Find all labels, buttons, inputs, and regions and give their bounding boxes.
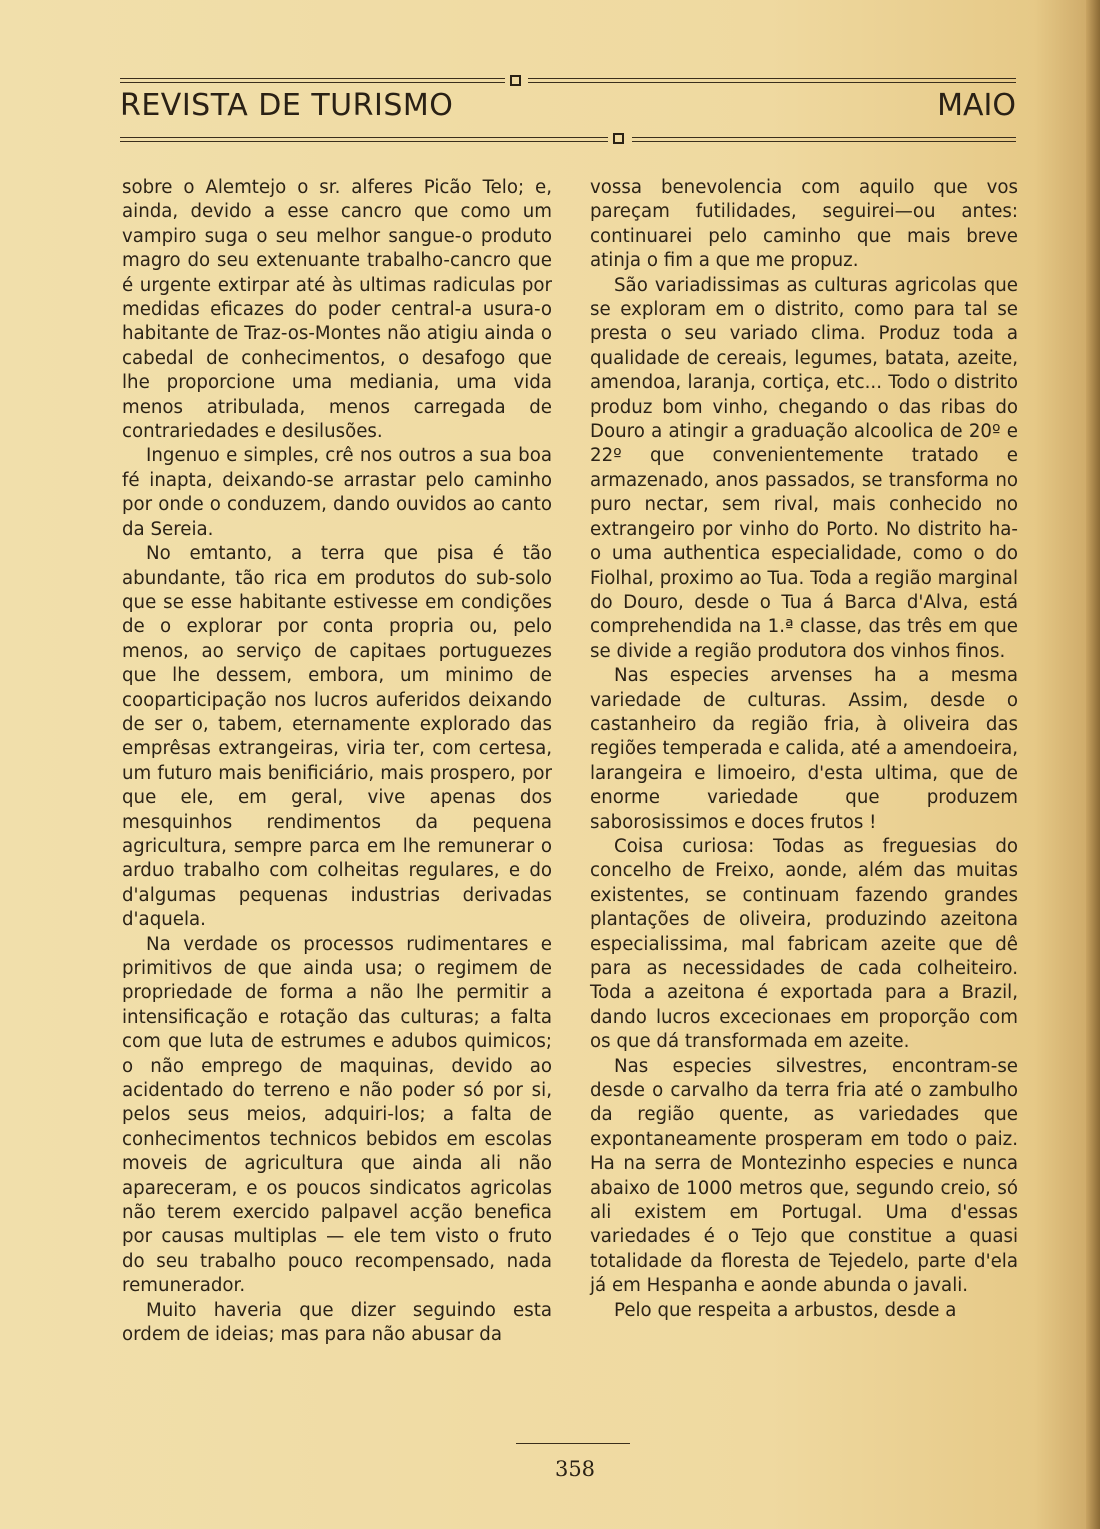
text-column-right — [590, 176, 1018, 1323]
text-column-left — [122, 176, 552, 1348]
paragraph: No emtanto, a terra que pisa é tão abundante, tão rica em produtos do sub-solo que se esse habitante estivesse em condições de o explorar por conta propria ou, pelo menos, ao serviço de capitaes portuguezes que lhe dessem, embora, um minimo de cooparticipação nos lucros auferidos deixando de ser o, tabem, eternamente explorado das emprêsas extrangeiras, viria ter, com certesa, um futuro mais benificiário, mais prospero, por que ele, em geral, vive apenas dos mesquinhos rendimentos da pequena agricultura, sempre parca em lhe remunerar o arduo trabalho com colheitas regulares, e do d'algumas pequenas industrias derivadas d'aquela. — [122, 543, 552, 931]
paragraph: Pelo que respeita a arbustos, desde a — [614, 1299, 957, 1321]
paragraph: Na verdade os processos rudimentares e primitivos de que ainda usa; o regimem de propriedade de forma a não lhe permitir a intensificação e rotação das culturas; a falta com que luta de estrumes e adubos quimicos; o não emprego de maquinas, devido ao acidentado do terreno e não poder só por si, pelos seus meios, adquiri-los; a falta de conhecimentos technicos bebidos em escolas moveis de agricultura que ainda ali não apareceram, e os poucos sindicatos agricolas não terem exercido palpavel acção benefica por causas multiplas — ele tem visto o fruto do seu trabalho pouco recompensado, nada remunerador. — [122, 933, 552, 1297]
paragraph: São variadissimas as culturas agricolas que se exploram em o distrito, como para tal se presta o seu variado clima. Produz toda a qualidade de cereais, legumes, batata, azeite, amendoa, laranja, cortiça, etc... Todo o distrito produz bom vinho, chegando o das ribas do Douro a atingir a graduação alcoolica de 20º e 22º que convenientemente tratado e armazenado, anos passados, se transforma no puro nectar, sem rival, mais conhecido no extrangeiro por vinho do Porto. No distrito ha-o uma authentica especialidade, como o do Fiolhal, proximo ao Tua. Toda a região marginal do Douro, desde o Tua á Barca d'Alva, está comprehendida na 1.ª classe, das três em que se divide a região produtora dos vinhos finos. — [590, 274, 1018, 662]
magazine-title: REVISTA DE TURISMO — [120, 88, 454, 123]
issue-month: MAIO — [937, 88, 1016, 123]
header-rule-bottom-left — [120, 137, 608, 142]
paragraph: Muito haveria que dizer seguindo esta ordem de ideias; mas para não abusar da — [122, 1299, 552, 1346]
paragraph: Coisa curiosa: Todas as freguesias do concelho de Freixo, aonde, além das muitas existentes, se continuam fazendo grandes plantações de oliveira, produzindo azeitona especialissima, mal fabricam azeite que dê para as necessidades de cada colheiteiro. Toda a azeitona é exportada para a Brazil, dando lucros excecionaes em proporção com os que dá transformada em azeite. — [590, 835, 1018, 1053]
header-rule-top-right — [528, 78, 1016, 83]
header-rule-bottom-right — [632, 137, 1016, 142]
paragraph: Nas especies arvenses ha a mesma variedade de culturas. Assim, desde o castanheiro da região fria, à oliveira das regiões temperada e calida, até a amendoeira, larangeira e limoeiro, d'esta ultima, que de enorme variedade que produzem saborosissimos e doces frutos ! — [590, 665, 1018, 833]
header-rule-top-left — [120, 78, 505, 83]
paragraph: sobre o Alemtejo o sr. alferes Picão Telo; e, ainda, devido a esse cancro que como um vampiro suga o seu melhor sangue-o produto magro do seu extenuante trabalho-cancro que é urgente extirpar até às ultimas radiculas por medidas eficazes do poder central-a usura-o habitante de Traz-os-Montes não atigiu ainda o cabedal de conhecimentos, o desafogo que lhe proporcione uma mediania, uma vida menos atribulada, menos carregada de contrariedades e desilusões. — [122, 177, 552, 443]
page-number: 358 — [554, 1457, 596, 1481]
ornament-square-top — [510, 75, 521, 86]
page-edge — [1086, 0, 1100, 1529]
paragraph: Nas especies silvestres, encontram-se desde o carvalho da terra fria até o zambulho da região quente, as variedades que expontaneamente prosperam em todo o paiz. Ha na serra de Montezinho especies e nunca abaixo de 1000 metros que, segundo creio, só ali existem em Portugal. Uma d'essas variedades é o Tejo que constitue a quasi totalidade da floresta de Tejedelo, parte d'ela já em Hespanha e aonde abunda o javali. — [590, 1055, 1018, 1297]
paragraph: Ingenuo e simples, crê nos outros a sua boa fé inapta, deixando-se arrastar pelo caminho por onde o conduzem, dando ouvidos ao canto da Sereia. — [122, 445, 552, 540]
ornament-square-bottom — [613, 133, 624, 144]
footer-rule — [516, 1443, 630, 1444]
paragraph: vossa benevolencia com aquilo que vos pareçam futilidades, seguirei—ou antes: continuarei pelo caminho que mais breve atinja o fim a que me propuz. — [590, 177, 1018, 272]
